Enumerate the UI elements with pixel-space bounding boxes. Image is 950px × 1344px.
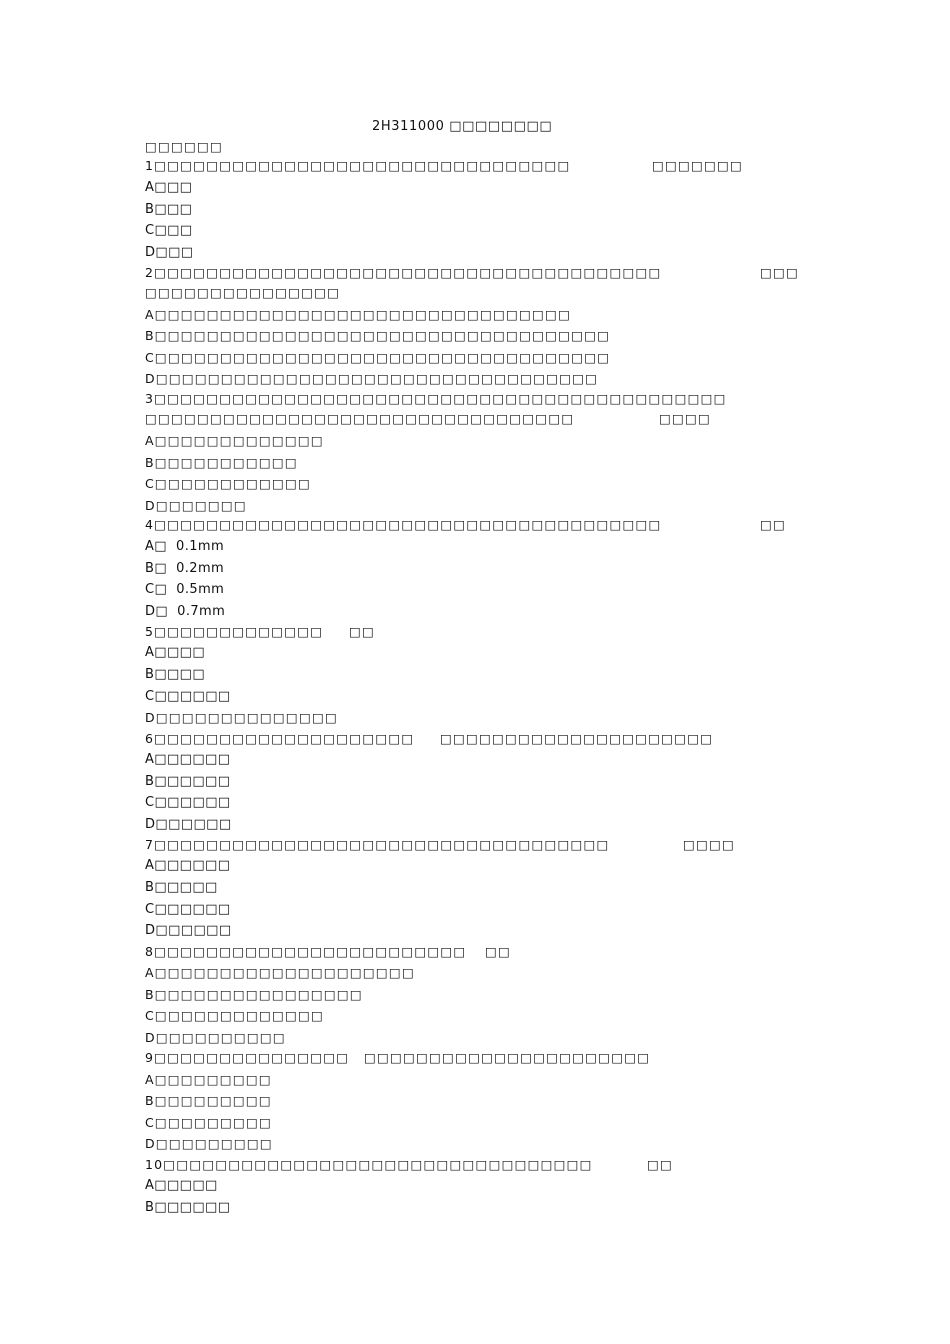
question-4-option-a: A□ 0.1mm: [145, 539, 225, 554]
question-7-option-d: D□□□□□□: [145, 923, 232, 938]
question-8-option-d: D□□□□□□□□□□: [145, 1030, 286, 1045]
question-5-option-a: A□□□□: [145, 645, 206, 660]
question-5-option-b: B□□□□: [145, 667, 206, 682]
question-1-option-c: C□□□: [145, 223, 193, 238]
question-2-option-d: D□□□□□□□□□□□□□□□□□□□□□□□□□□□□□□□□□□: [145, 371, 599, 386]
question-5-blank: □□: [349, 624, 376, 639]
document-title: 2H311000 □□□□□□□□: [372, 119, 553, 134]
question-5-option-c: C□□□□□□: [145, 689, 231, 704]
question-1-stem: 1□□□□□□□□□□□□□□□□□□□□□□□□□□□□□□□□: [145, 158, 571, 173]
question-8-option-b: B□□□□□□□□□□□□□□□□: [145, 987, 363, 1002]
question-4-option-d: D□ 0.7mm: [145, 604, 226, 619]
question-8-option-a: A□□□□□□□□□□□□□□□□□□□□: [145, 965, 415, 980]
question-3-option-a: A□□□□□□□□□□□□□: [145, 433, 324, 448]
question-9-option-d: D□□□□□□□□□: [145, 1136, 273, 1151]
question-10-option-b: B□□□□□□: [145, 1200, 231, 1215]
question-2-stem-cont: □□□□□□□□□□□□□□□: [145, 285, 341, 300]
question-10-option-a: A□□□□□: [145, 1178, 218, 1193]
question-8-option-c: C□□□□□□□□□□□□□: [145, 1008, 325, 1023]
question-3-option-d: D□□□□□□□: [145, 498, 247, 513]
question-2-option-a: A□□□□□□□□□□□□□□□□□□□□□□□□□□□□□□□□: [145, 307, 572, 322]
question-5-option-d: D□□□□□□□□□□□□□□: [145, 710, 338, 725]
question-2-stem: 2□□□□□□□□□□□□□□□□□□□□□□□□□□□□□□□□□□□□□□□: [145, 265, 662, 280]
question-9-blank: □□□□□□□□□□□□□□□□□□□□□□: [364, 1050, 651, 1065]
question-6-option-d: D□□□□□□: [145, 817, 232, 832]
question-7-option-b: B□□□□□: [145, 880, 218, 895]
question-3-stem-cont: □□□□□□□□□□□□□□□□□□□□□□□□□□□□□□□□□: [145, 411, 575, 426]
question-1-blank: □□□□□□□: [652, 158, 744, 173]
question-6-option-b: B□□□□□□: [145, 774, 231, 789]
question-4-blank: □□: [760, 517, 787, 532]
question-6-option-a: A□□□□□□: [145, 752, 231, 767]
question-2-option-c: C□□□□□□□□□□□□□□□□□□□□□□□□□□□□□□□□□□□: [145, 350, 611, 365]
question-1-option-a: A□□□: [145, 180, 193, 195]
question-4-option-c: C□ 0.5mm: [145, 582, 225, 597]
question-3-stem: 3□□□□□□□□□□□□□□□□□□□□□□□□□□□□□□□□□□□□□□□□□□□□: [145, 391, 727, 406]
question-4-stem: 4□□□□□□□□□□□□□□□□□□□□□□□□□□□□□□□□□□□□□□□: [145, 517, 662, 532]
question-8-stem: 8□□□□□□□□□□□□□□□□□□□□□□□□: [145, 944, 467, 959]
question-3-option-c: C□□□□□□□□□□□□: [145, 476, 312, 491]
question-7-blank: □□□□: [683, 837, 736, 852]
question-8-blank: □□: [485, 944, 512, 959]
question-10-blank: □□: [647, 1157, 674, 1172]
question-10-stem: 10□□□□□□□□□□□□□□□□□□□□□□□□□□□□□□□□□: [145, 1157, 593, 1172]
question-4-option-b: B□ 0.2mm: [145, 561, 225, 576]
question-5-stem: 5□□□□□□□□□□□□□: [145, 624, 324, 639]
question-7-option-a: A□□□□□□: [145, 858, 231, 873]
question-7-option-c: C□□□□□□: [145, 902, 231, 917]
question-9-option-a: A□□□□□□□□□: [145, 1072, 272, 1087]
question-7-stem: 7□□□□□□□□□□□□□□□□□□□□□□□□□□□□□□□□□□□: [145, 837, 610, 852]
question-9-option-b: B□□□□□□□□□: [145, 1093, 272, 1108]
question-1-option-d: D□□□: [145, 245, 194, 260]
question-3-blank: □□□□: [659, 411, 712, 426]
section-heading: □□□□□□: [145, 139, 224, 154]
question-6-blank: □□□□□□□□□□□□□□□□□□□□□: [440, 731, 714, 746]
question-9-stem: 9□□□□□□□□□□□□□□□: [145, 1050, 350, 1065]
question-6-option-c: C□□□□□□: [145, 795, 231, 810]
question-3-option-b: B□□□□□□□□□□□: [145, 455, 298, 470]
question-2-option-b: B□□□□□□□□□□□□□□□□□□□□□□□□□□□□□□□□□□□: [145, 328, 611, 343]
question-6-stem: 6□□□□□□□□□□□□□□□□□□□□: [145, 731, 415, 746]
question-9-option-c: C□□□□□□□□□: [145, 1115, 273, 1130]
question-1-option-b: B□□□: [145, 202, 193, 217]
question-2-blank: □□□: [760, 265, 800, 280]
